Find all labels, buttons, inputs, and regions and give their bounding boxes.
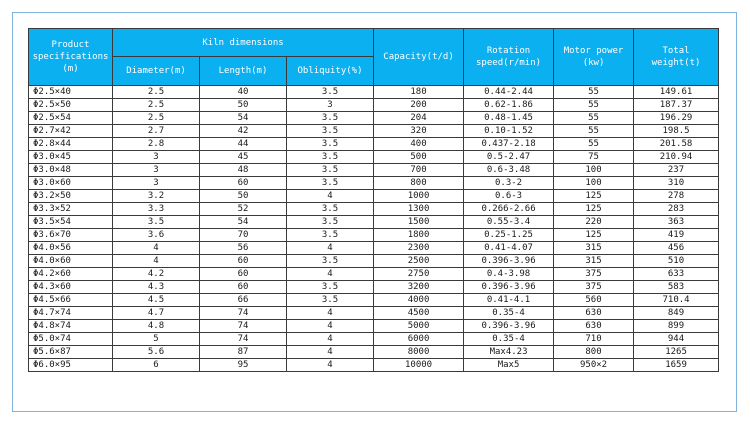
cell-capacity: 700 [374,164,464,177]
cell-obliquity: 4 [287,320,374,333]
cell-rotation: 0.396-3.96 [464,255,554,268]
cell-weight: 283 [634,203,719,216]
cell-spec: Φ3.0×60 [29,177,113,190]
cell-obliquity: 4 [287,268,374,281]
cell-length: 74 [200,333,287,346]
cell-weight: 633 [634,268,719,281]
cell-spec: Φ3.2×50 [29,190,113,203]
cell-rotation: 0.48-1.45 [464,112,554,125]
cell-diameter: 2.5 [113,112,200,125]
cell-obliquity: 4 [287,190,374,203]
table-row [29,125,719,138]
table-frame [12,12,737,412]
table-row [29,320,719,333]
cell-weight: 196.29 [634,112,719,125]
cell-spec: Φ2.5×54 [29,112,113,125]
cell-diameter: 3 [113,164,200,177]
cell-spec: Φ4.7×74 [29,307,113,320]
table-row [29,281,719,294]
cell-spec: Φ3.6×70 [29,229,113,242]
cell-weight: 456 [634,242,719,255]
cell-length: 60 [200,268,287,281]
cell-diameter: 2.5 [113,99,200,112]
cell-obliquity: 3.5 [287,164,374,177]
cell-motor: 630 [554,307,634,320]
cell-weight: 419 [634,229,719,242]
cell-capacity: 320 [374,125,464,138]
cell-motor: 55 [554,112,634,125]
cell-length: 50 [200,99,287,112]
cell-obliquity: 3.5 [287,138,374,151]
cell-weight: 149.61 [634,86,719,99]
cell-capacity: 2750 [374,268,464,281]
cell-motor: 125 [554,203,634,216]
cell-motor: 560 [554,294,634,307]
header-product-specifications: Product specifications (m) [29,29,113,86]
cell-spec: Φ2.5×50 [29,99,113,112]
cell-spec: Φ2.8×44 [29,138,113,151]
cell-capacity: 204 [374,112,464,125]
cell-capacity: 4000 [374,294,464,307]
cell-weight: 278 [634,190,719,203]
cell-diameter: 5.6 [113,346,200,359]
cell-obliquity: 3.5 [287,86,374,99]
cell-capacity: 1800 [374,229,464,242]
cell-capacity: 4500 [374,307,464,320]
cell-obliquity: 4 [287,359,374,372]
table-row [29,307,719,320]
cell-capacity: 5000 [374,320,464,333]
cell-length: 95 [200,359,287,372]
cell-length: 48 [200,164,287,177]
cell-rotation: 0.6-3.48 [464,164,554,177]
table-row [29,294,719,307]
cell-diameter: 3 [113,177,200,190]
cell-spec: Φ5.0×74 [29,333,113,346]
table-row [29,86,719,99]
cell-spec: Φ3.5×54 [29,216,113,229]
cell-spec: Φ4.2×60 [29,268,113,281]
cell-capacity: 180 [374,86,464,99]
cell-capacity: 400 [374,138,464,151]
cell-diameter: 2.7 [113,125,200,138]
cell-motor: 375 [554,268,634,281]
cell-spec: Φ5.6×87 [29,346,113,359]
cell-rotation: 0.41-4.1 [464,294,554,307]
table-row [29,216,719,229]
cell-spec: Φ2.7×42 [29,125,113,138]
table-row [29,242,719,255]
cell-rotation: 0.6-3 [464,190,554,203]
cell-capacity: 1300 [374,203,464,216]
cell-capacity: 3200 [374,281,464,294]
cell-diameter: 5 [113,333,200,346]
cell-weight: 1659 [634,359,719,372]
cell-length: 60 [200,177,287,190]
cell-motor: 630 [554,320,634,333]
cell-length: 45 [200,151,287,164]
cell-obliquity: 3.5 [287,216,374,229]
cell-length: 44 [200,138,287,151]
cell-spec: Φ3.0×45 [29,151,113,164]
cell-capacity: 1000 [374,190,464,203]
cell-spec: Φ4.5×66 [29,294,113,307]
cell-motor: 220 [554,216,634,229]
cell-obliquity: 3.5 [287,294,374,307]
cell-obliquity: 3.5 [287,125,374,138]
cell-diameter: 6 [113,359,200,372]
table-body [29,86,719,372]
cell-spec: Φ4.8×74 [29,320,113,333]
cell-spec: Φ6.0×95 [29,359,113,372]
cell-rotation: 0.25-1.25 [464,229,554,242]
cell-diameter: 4.8 [113,320,200,333]
cell-capacity: 8000 [374,346,464,359]
cell-capacity: 1500 [374,216,464,229]
cell-length: 60 [200,281,287,294]
cell-weight: 583 [634,281,719,294]
cell-rotation: 0.5-2.47 [464,151,554,164]
cell-obliquity: 3 [287,99,374,112]
cell-obliquity: 4 [287,307,374,320]
table-row [29,346,719,359]
cell-obliquity: 3.5 [287,151,374,164]
cell-rotation: 0.62-1.86 [464,99,554,112]
cell-diameter: 2.5 [113,86,200,99]
cell-rotation: 0.41-4.07 [464,242,554,255]
cell-motor: 375 [554,281,634,294]
table-row [29,203,719,216]
table-row [29,333,719,346]
cell-length: 54 [200,216,287,229]
cell-weight: 201.58 [634,138,719,151]
cell-obliquity: 3.5 [287,112,374,125]
cell-motor: 125 [554,190,634,203]
table-row [29,177,719,190]
cell-rotation: 0.10-1.52 [464,125,554,138]
cell-capacity: 6000 [374,333,464,346]
cell-rotation: 0.266-2.66 [464,203,554,216]
cell-spec: Φ4.0×60 [29,255,113,268]
cell-length: 70 [200,229,287,242]
cell-diameter: 3.2 [113,190,200,203]
cell-motor: 800 [554,346,634,359]
table-row [29,359,719,372]
cell-spec: Φ4.0×56 [29,242,113,255]
cell-diameter: 3 [113,151,200,164]
header-diameter: Diameter(m) [113,57,200,86]
cell-motor: 315 [554,242,634,255]
cell-capacity: 10000 [374,359,464,372]
cell-length: 50 [200,190,287,203]
cell-motor: 710 [554,333,634,346]
cell-obliquity: 4 [287,242,374,255]
table-row [29,164,719,177]
cell-motor: 100 [554,164,634,177]
cell-rotation: 0.44-2.44 [464,86,554,99]
table-row [29,229,719,242]
cell-spec: Φ4.3×60 [29,281,113,294]
cell-rotation: 0.437-2.18 [464,138,554,151]
header-obliquity: Obliquity(%) [287,57,374,86]
table-row [29,138,719,151]
cell-diameter: 3.6 [113,229,200,242]
cell-diameter: 3.3 [113,203,200,216]
cell-rotation: 0.55-3.4 [464,216,554,229]
cell-rotation: Max4.23 [464,346,554,359]
cell-weight: 310 [634,177,719,190]
header-length: Length(m) [200,57,287,86]
cell-length: 52 [200,203,287,216]
cell-obliquity: 3.5 [287,255,374,268]
cell-rotation: Max5 [464,359,554,372]
cell-weight: 187.37 [634,99,719,112]
cell-rotation: 0.4-3.98 [464,268,554,281]
cell-diameter: 4.7 [113,307,200,320]
cell-rotation: 0.396-3.96 [464,281,554,294]
cell-weight: 849 [634,307,719,320]
cell-diameter: 3.5 [113,216,200,229]
table-row [29,255,719,268]
cell-diameter: 4 [113,242,200,255]
cell-length: 56 [200,242,287,255]
cell-motor: 315 [554,255,634,268]
cell-motor: 55 [554,99,634,112]
cell-motor: 75 [554,151,634,164]
cell-weight: 237 [634,164,719,177]
cell-diameter: 4.5 [113,294,200,307]
cell-motor: 125 [554,229,634,242]
table-row [29,99,719,112]
cell-obliquity: 3.5 [287,229,374,242]
cell-weight: 363 [634,216,719,229]
cell-capacity: 800 [374,177,464,190]
cell-weight: 944 [634,333,719,346]
cell-diameter: 4 [113,255,200,268]
cell-motor: 950×2 [554,359,634,372]
cell-length: 40 [200,86,287,99]
cell-length: 60 [200,255,287,268]
header-capacity: Capacity(t/d) [374,29,464,86]
cell-length: 74 [200,320,287,333]
cell-weight: 510 [634,255,719,268]
cell-spec: Φ3.3×52 [29,203,113,216]
cell-spec: Φ3.0×48 [29,164,113,177]
cell-length: 42 [200,125,287,138]
cell-length: 54 [200,112,287,125]
cell-motor: 55 [554,86,634,99]
cell-weight: 210.94 [634,151,719,164]
cell-diameter: 4.2 [113,268,200,281]
cell-capacity: 2300 [374,242,464,255]
cell-diameter: 4.3 [113,281,200,294]
table-row [29,190,719,203]
cell-motor: 55 [554,125,634,138]
cell-rotation: 0.396-3.96 [464,320,554,333]
cell-obliquity: 3.5 [287,281,374,294]
cell-obliquity: 4 [287,333,374,346]
table-row [29,112,719,125]
cell-capacity: 200 [374,99,464,112]
header-rotation-speed: Rotation speed(r/min) [464,29,554,86]
cell-spec: Φ2.5×40 [29,86,113,99]
cell-length: 74 [200,307,287,320]
cell-weight: 198.5 [634,125,719,138]
cell-rotation: 0.35-4 [464,307,554,320]
cell-rotation: 0.3-2 [464,177,554,190]
cell-motor: 100 [554,177,634,190]
cell-weight: 899 [634,320,719,333]
cell-obliquity: 3.5 [287,177,374,190]
cell-weight: 710.4 [634,294,719,307]
header-kiln-dimensions: Kiln dimensions [113,29,374,57]
header-motor-power: Motor power (kw) [554,29,634,86]
cell-weight: 1265 [634,346,719,359]
header-total-weight: Total weight(t) [634,29,719,86]
cell-obliquity: 4 [287,346,374,359]
table-row [29,268,719,281]
cell-diameter: 2.8 [113,138,200,151]
cell-motor: 55 [554,138,634,151]
cell-length: 66 [200,294,287,307]
cell-capacity: 500 [374,151,464,164]
cell-rotation: 0.35-4 [464,333,554,346]
cell-obliquity: 3.5 [287,203,374,216]
cell-capacity: 2500 [374,255,464,268]
kiln-spec-table [28,28,719,372]
table-row [29,151,719,164]
cell-length: 87 [200,346,287,359]
